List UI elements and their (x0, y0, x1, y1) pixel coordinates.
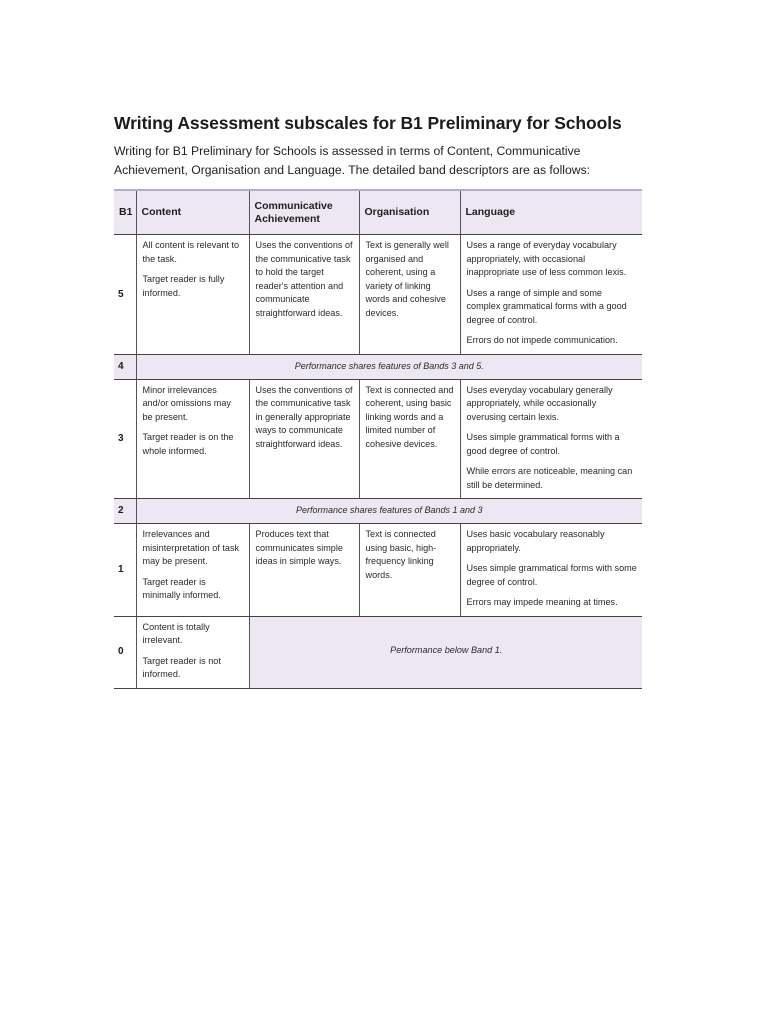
descriptor: Uses a range of simple and some complex grammatical forms with a good degree of control. (466, 287, 627, 325)
communicative-cell (249, 379, 359, 499)
communicative-cell (249, 524, 359, 617)
band-number: 3 (114, 379, 136, 499)
descriptor: Uses simple grammatical forms with some degree of control. (466, 563, 637, 587)
descriptor: Produces text that communicates simple ideas in simple ways. (255, 529, 343, 566)
descriptor: All content is relevant to the task. (142, 240, 240, 264)
performance-note: Performance below Band 1. (249, 616, 642, 688)
descriptor: Uses the conventions of the communicative task to hold the target reader's attention and communicate straightforward ideas. (255, 240, 353, 318)
descriptor: Uses the conventions of the communicative task in generally appropriate ways to communicate straightforward ideas. (255, 384, 353, 449)
table-row-band-4 (114, 354, 642, 379)
table-row-band-5 (114, 235, 642, 355)
descriptor: Target reader is fully informed. (142, 274, 225, 298)
language-cell (460, 379, 642, 499)
language-cell (460, 524, 642, 617)
document-page (114, 113, 642, 689)
table-header-row (114, 190, 642, 235)
descriptor: Target reader is not informed. (142, 655, 221, 679)
descriptor: Text is connected using basic, high-frequency linking words. (365, 529, 437, 580)
table-row-band-2 (114, 499, 642, 524)
table-row-band-3 (114, 379, 642, 499)
descriptor: While errors are noticeable, meaning can still be determined. (466, 466, 633, 490)
band-number: 0 (114, 616, 136, 688)
table-row-band-0 (114, 616, 642, 688)
communicative-cell (249, 235, 359, 355)
descriptor: Uses everyday vocabulary generally appropriately, while occasionally overusing certain lexis. (466, 384, 613, 422)
band-number: 5 (114, 235, 136, 355)
content-cell (136, 379, 249, 499)
performance-note: Performance shares features of Bands 3 and 5. (136, 354, 642, 379)
intro-paragraph: Writing for B1 Preliminary for Schools is assessed in terms of Content, Communicative Achievement, Organisation and Language. The detailed band descriptors are as follows: (114, 144, 591, 177)
descriptor: Target reader is minimally informed. (142, 576, 221, 600)
organisation-cell (359, 235, 460, 355)
header-band: B1 (114, 190, 136, 235)
content-cell (136, 524, 249, 617)
header-content: Content (136, 190, 249, 235)
header-communicative-achievement: Communicative Achievement (249, 190, 359, 235)
band-number: 1 (114, 524, 136, 617)
descriptor: Minor irrelevances and/or omissions may be present. (142, 384, 231, 422)
table-row-band-1 (114, 524, 642, 617)
page-title: Writing Assessment subscales for B1 Preliminary for Schools (114, 113, 622, 133)
descriptor: Content is totally irrelevant. (142, 621, 210, 645)
descriptor: Uses basic vocabulary reasonably appropriately. (466, 529, 605, 553)
descriptor: Uses a range of everyday vocabulary appropriately, with occasional inappropriate use of less common lexis. (466, 240, 627, 277)
organisation-cell (359, 379, 460, 499)
descriptor: Errors may impede meaning at times. (466, 597, 618, 607)
descriptor: Irrelevances and misinterpretation of task may be present. (142, 529, 240, 566)
band-number: 4 (114, 354, 136, 379)
header-organisation: Organisation (359, 190, 460, 235)
band-number: 2 (114, 499, 136, 524)
organisation-cell (359, 524, 460, 617)
content-cell (136, 235, 249, 355)
descriptor: Uses simple grammatical forms with a good degree of control. (466, 432, 620, 456)
performance-note: Performance shares features of Bands 1 and 3 (136, 499, 642, 524)
descriptor: Target reader is on the whole informed. (142, 432, 234, 456)
content-cell (136, 616, 249, 688)
header-language: Language (460, 190, 642, 235)
descriptor: Text is connected and coherent, using basic linking words and a limited number of cohesive devices. (365, 384, 454, 449)
descriptor: Text is generally well organised and coherent, using a variety of linking words and cohesive devices. (365, 240, 449, 318)
assessment-table (114, 189, 642, 689)
descriptor: Errors do not impede communication. (466, 335, 618, 345)
language-cell (460, 235, 642, 355)
